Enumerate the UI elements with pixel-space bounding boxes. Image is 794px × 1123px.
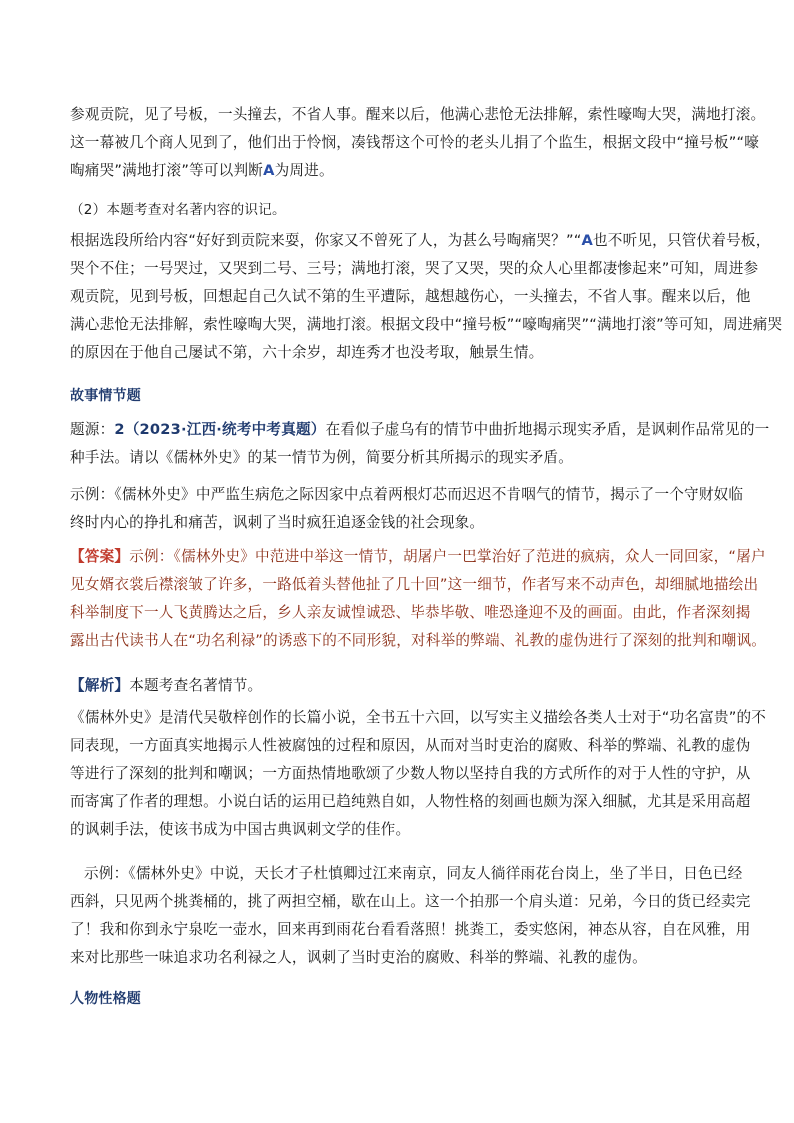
example-block-2 (70, 860, 751, 972)
source-reference: 2（2023·江西·统考中考真题） (114, 421, 326, 438)
text-line: 终时内心的挣扎和痛苦，讽刺了当时疯狂追逐金钱的社会现象。 (70, 514, 485, 531)
question-block (70, 416, 770, 472)
answer-block (70, 543, 767, 655)
text-line: 示例：《儒林外史》中严监生病危之际因家中点着两根灯芯而迟迟不肯咽气的情节，揭示了一个守财奴临 (70, 486, 744, 503)
paragraph-explanation (70, 227, 783, 367)
section-heading-2: 人物性格题 (70, 991, 141, 1007)
answer-tag: 【答案】 (70, 548, 130, 565)
text-line: 的讽刺手法，使该书成为中国古典讽刺文学的佳作。 (70, 821, 411, 838)
section-heading: 故事情节题 (70, 388, 141, 404)
example-block (70, 481, 744, 537)
text-line: 观贡院，见到号板，回想起自己久试不第的生平遭际，越想越伤心，一头撞去，不省人事。醒来以后，他 (70, 288, 751, 305)
text-line: 的原因在于他自己屡试不第，六十余岁，却连秀才也没考取，触景生情。 (70, 344, 544, 361)
analysis-tag: 【解析】 (70, 677, 130, 694)
answer-line: 【答案】示例：《儒林外史》中范进中举这一情节，胡屠户一巴掌治好了范进的疯病，众人一同回家，“屠户 (70, 548, 766, 565)
analysis-body (70, 704, 767, 844)
text-line: 根据选段所给内容“好好到贡院来耍，你家又不曾死了人，为甚么号啕痛哭？”“A也不听见，只管伏着号板， (70, 232, 771, 249)
question-line: 题源：2（2023·江西·统考中考真题）在看似子虚乌有的情节中曲折地揭示现实矛盾，是讽刺作品常见的一 (70, 421, 770, 438)
text-line: 参观贡院，见了号板，一头撞去，不省人事。醒来以后，他满心悲怆无法排解，索性嚎啕大哭，满地打滚。 (70, 106, 766, 123)
text-line: 哭个不住；一号哭过，又哭到二号、三号；满地打滚，哭了又哭，哭的众人心里都凄惨起来”可知，周进参 (70, 260, 759, 277)
option-letter: A (263, 162, 275, 179)
option-letter: A (581, 232, 593, 249)
text-line: 这一幕被几个商人见到了，他们出于怜悯，凑钱帮这个可怜的老头儿捐了个监生，根据文段中“撞号板”“嚎 (70, 134, 760, 151)
text-line: 示例：《儒林外史》中说，天长才子杜慎卿过江来南京，同友人徜徉雨花台岗上，坐了半日，日色已经 (84, 865, 743, 882)
text-line: 来对比那些一味追求功名利禄之人，讽刺了当时吏治的腐败、科举的弊端、礼教的虚伪。 (70, 949, 647, 966)
text-line: 《儒林外史》是清代吴敬梓创作的长篇小说，全书五十六回，以写实主义描绘各类人士对于“功名富贵”的不 (70, 709, 767, 726)
text-line: 西斜，只见两个挑粪桶的，挑了两担空桶，歇在山上。这一个拍那一个肩头道：兄弟，今日的货已经卖完 (70, 893, 751, 910)
text-line: 同表现，一方面真实地揭示人性被腐蚀的过程和原因，从而对当时吏治的腐败、科举的弊端、礼教的虚伪 (70, 737, 751, 754)
text-line: 等进行了深刻的批判和嘲讽；一方面热情地歌颂了少数人物以坚持自我的方式所作的对于人性的守护，从 (70, 765, 751, 782)
sub-question-label: （2）本题考查对名著内容的识记。 (70, 202, 286, 218)
text-line: 了！我和你到永宁泉吃一壶水，回来再到雨花台看看落照！挑粪工，委实悠闲，神态从容，自在风雅，用 (70, 921, 751, 938)
text-line: 啕痛哭”满地打滚”等可以判断A为周进。 (70, 162, 334, 179)
text-line: 满心悲怆无法排解，索性嚎啕大哭，满地打滚。根据文段中“撞号板”“嚎啕痛哭”“满地打滚”等可知，周进痛哭 (70, 316, 783, 333)
question-line: 种手法。请以《儒林外史》的某一情节为例，简要分析其所揭示的现实矛盾。 (70, 449, 573, 466)
sub-question (70, 197, 730, 223)
answer-line: 露出古代读书人在“功名利禄”的诱惑下的不同形貌，对科举的弊端、礼教的虚伪进行了深刻的批判和嘲讽。 (70, 632, 767, 649)
analysis-block (70, 672, 730, 700)
answer-line: 见女婿衣裳后襟滚皱了许多，一路低着头替他扯了几十回”这一细节，作者写来不动声色，却细腻地描绘出 (70, 576, 759, 593)
source-label: 题源： (70, 421, 115, 438)
text-line: 而寄寓了作者的理想。小说白话的运用已趋纯熟自如，人物性格的刻画也颇为深入细腻，尤其是采用高超 (70, 793, 751, 810)
paragraph-continuation (70, 101, 766, 185)
analysis-line: 【解析】本题考查名著情节。 (70, 677, 263, 694)
answer-line: 科举制度下一人飞黄腾达之后，乡人亲友诚惶诚恐、毕恭毕敬、唯恐逢迎不及的画面。由此，作者深刻揭 (70, 604, 751, 621)
